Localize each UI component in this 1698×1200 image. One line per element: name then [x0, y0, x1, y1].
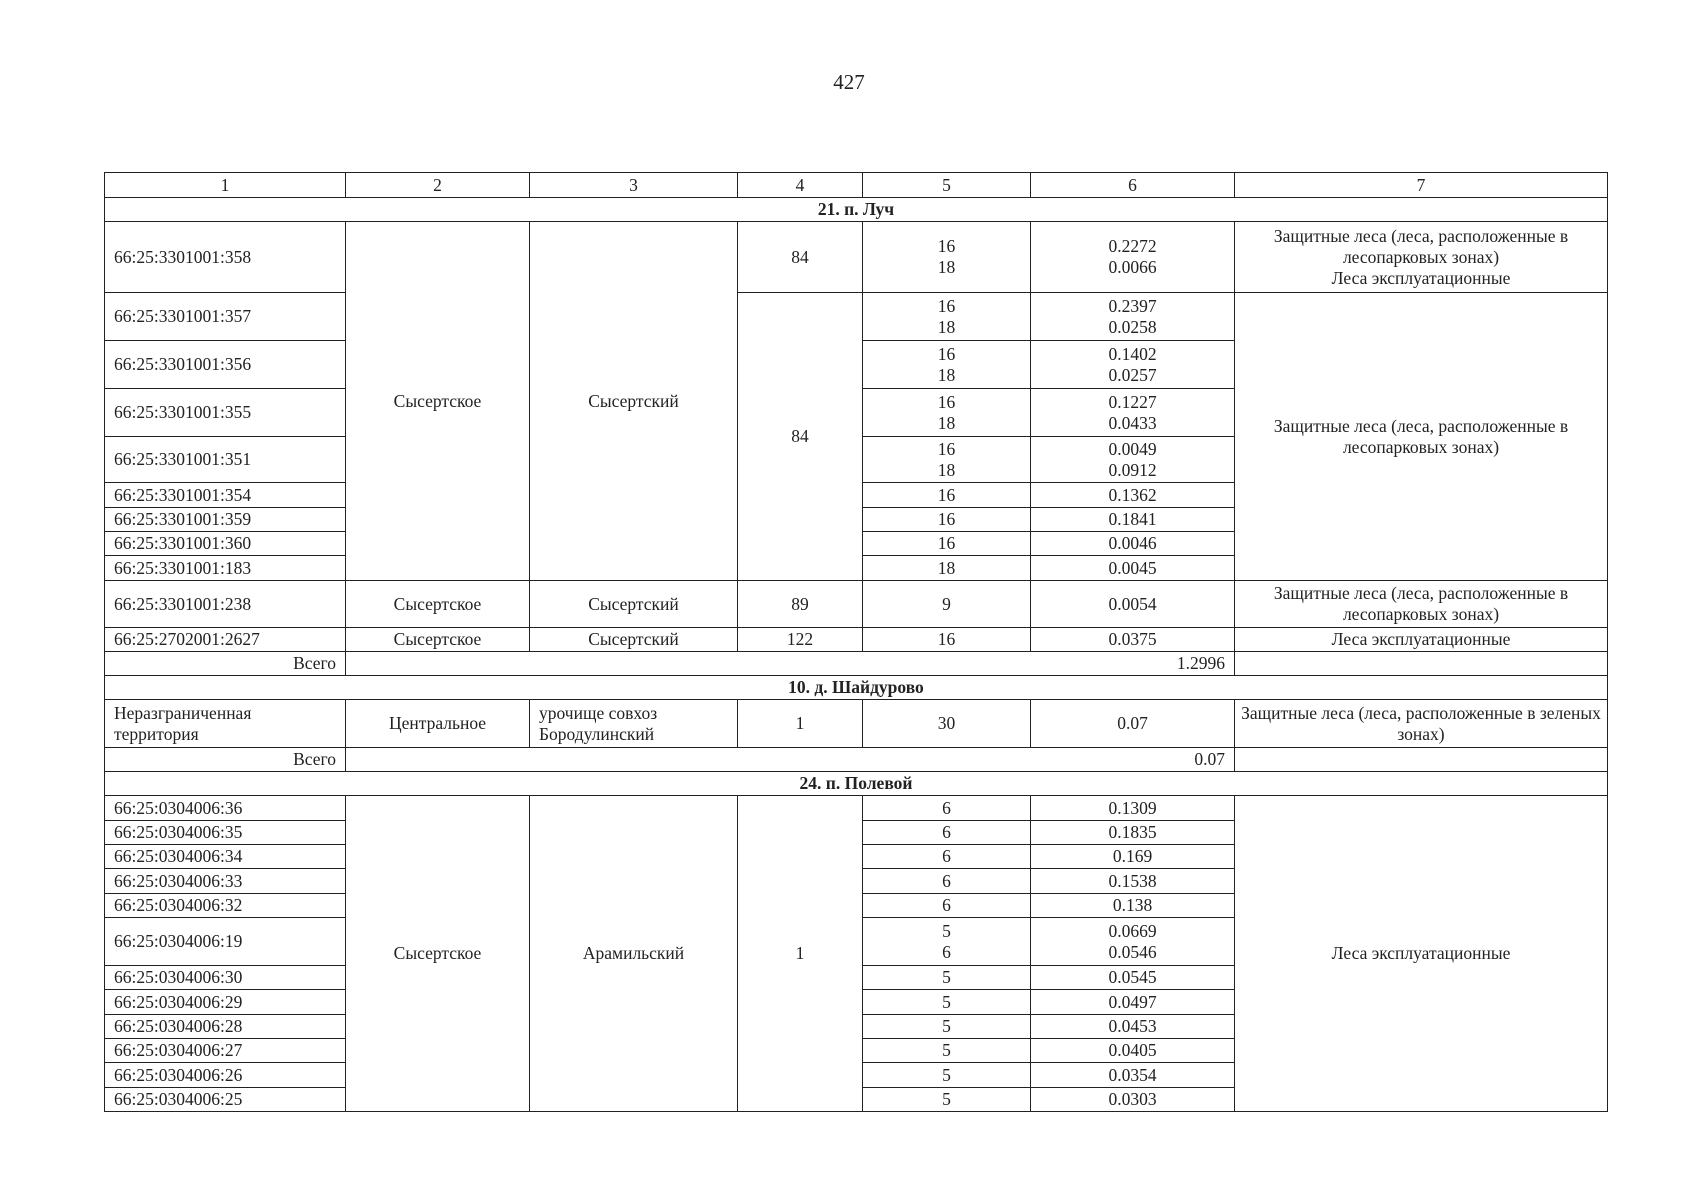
quarter-cell-text: 16 18 — [937, 391, 956, 433]
cadastral-number-text: 66:25:0304006:19 — [114, 931, 243, 951]
block-cell — [737, 221, 863, 293]
cadastral-number-text: 66:25:0304006:28 — [114, 1016, 243, 1036]
quarter-cell-text: 5 — [942, 1016, 951, 1036]
cadastral-number — [104, 893, 346, 918]
quarter-cell — [862, 868, 1031, 894]
area-cell — [1030, 388, 1235, 437]
cadastral-number — [104, 627, 346, 652]
area-cell-text: 0.1835 — [1108, 822, 1157, 842]
quarter-cell-text: 5 6 — [942, 920, 951, 962]
cadastral-number-text: 66:25:0304006:26 — [114, 1064, 243, 1085]
total-value — [345, 651, 1235, 676]
area-cell-text: 0.0375 — [1108, 629, 1157, 649]
quarter-cell — [862, 844, 1031, 869]
district-forestry-cell-text: Сысертский — [588, 629, 679, 649]
quarter-cell-text: 9 — [942, 593, 951, 614]
total-value-text: 0.07 — [1194, 749, 1225, 769]
column-number-header — [529, 172, 738, 198]
cadastral-number-text: Неразграниченная территория — [114, 702, 252, 744]
quarter-cell — [862, 436, 1031, 483]
quarter-cell — [862, 820, 1031, 845]
cadastral-number — [104, 388, 346, 437]
cadastral-number — [104, 1062, 346, 1088]
district-forestry-cell — [529, 221, 738, 581]
column-number-header — [345, 172, 530, 198]
area-cell-text: 0.1402 0.0257 — [1108, 343, 1157, 385]
section-title — [104, 197, 1608, 222]
block-cell — [737, 292, 863, 581]
block-cell-text: 1 — [795, 943, 805, 963]
area-cell-text: 0.2397 0.0258 — [1108, 295, 1157, 337]
forestry-cell-text: Сысертское — [393, 593, 482, 614]
cadastral-number — [104, 436, 346, 483]
area-cell — [1030, 436, 1235, 483]
area-cell — [1030, 868, 1235, 894]
area-cell-text: 0.07 — [1117, 713, 1148, 733]
cadastral-number-text: 66:25:0304006:30 — [114, 967, 243, 987]
area-cell-text: 0.138 — [1112, 895, 1153, 915]
quarter-cell — [862, 221, 1031, 293]
column-number-header — [862, 172, 1031, 198]
forestry-cell — [345, 580, 530, 628]
forest-category-cell — [1234, 221, 1608, 293]
column-number-header — [737, 172, 863, 198]
column-number-header-text: 6 — [1128, 174, 1137, 195]
area-cell-text: 0.0497 — [1108, 991, 1157, 1012]
column-number-header — [1030, 172, 1235, 198]
area-cell — [1030, 1062, 1235, 1088]
area-cell — [1030, 507, 1235, 532]
column-number-header-text: 4 — [795, 174, 805, 195]
area-cell — [1030, 531, 1235, 556]
area-cell — [1030, 989, 1235, 1015]
block-cell-text: 89 — [791, 593, 809, 614]
forest-category-cell — [1234, 627, 1608, 652]
quarter-cell — [862, 965, 1031, 990]
cadastral-number — [104, 1038, 346, 1063]
area-cell — [1030, 580, 1235, 628]
area-cell-text: 0.0303 — [1108, 1089, 1157, 1109]
quarter-cell-text: 6 — [942, 870, 951, 891]
quarter-cell-text: 16 18 — [937, 343, 956, 385]
cadastral-number-text: 66:25:3301001:238 — [114, 593, 252, 614]
total-label-text: Всего — [293, 749, 336, 769]
forest-category-cell — [1234, 580, 1608, 628]
cadastral-number — [104, 989, 346, 1015]
forest-category-cell-text: Защитные леса (леса, расположенные в зеленых зонах) — [1241, 702, 1601, 744]
area-cell-text: 0.0354 — [1108, 1064, 1157, 1085]
cadastral-number — [104, 1014, 346, 1039]
quarter-cell-text: 18 — [937, 557, 956, 578]
quarter-cell — [862, 893, 1031, 918]
forestry-cell — [345, 795, 530, 1112]
block-cell — [737, 580, 863, 628]
area-cell-text: 0.1362 — [1108, 484, 1157, 505]
quarter-cell-text: 30 — [937, 713, 956, 733]
cadastral-number — [104, 868, 346, 894]
block-cell — [737, 699, 863, 748]
section-title-text: 10. д. Шайдурово — [788, 677, 924, 697]
cadastral-number — [104, 1087, 346, 1112]
cadastral-number-text: 66:25:3301001:183 — [114, 557, 252, 578]
cadastral-number-text: 66:25:3301001:359 — [114, 509, 252, 529]
quarter-cell — [862, 531, 1031, 556]
forestry-cell — [345, 221, 530, 581]
forest-category-cell — [1234, 795, 1608, 1112]
cadastral-number — [104, 699, 346, 748]
quarter-cell-text: 16 18 — [937, 236, 956, 277]
area-cell — [1030, 820, 1235, 845]
cadastral-number — [104, 340, 346, 389]
cadastral-number-text: 66:25:0304006:35 — [114, 822, 243, 842]
quarter-cell — [862, 388, 1031, 437]
block-cell — [737, 627, 863, 652]
quarter-cell-text: 6 — [942, 797, 951, 818]
area-cell-text: 0.0045 — [1108, 557, 1157, 578]
district-forestry-cell-text: Сысертский — [588, 390, 679, 411]
quarter-cell — [862, 1038, 1031, 1063]
cadastral-number-text: 66:25:3301001:360 — [114, 533, 252, 553]
cadastral-number-text: 66:25:0304006:33 — [114, 870, 243, 891]
column-number-header-text: 1 — [220, 174, 230, 195]
area-cell-text: 0.1841 — [1108, 509, 1157, 529]
quarter-cell — [862, 507, 1031, 532]
cadastral-number — [104, 531, 346, 556]
forestry-cell-text: Сысертское — [393, 629, 482, 649]
cadastral-number — [104, 795, 346, 821]
area-cell — [1030, 221, 1235, 293]
quarter-cell — [862, 580, 1031, 628]
quarter-cell-text: 5 — [942, 991, 951, 1012]
district-forestry-cell — [529, 627, 738, 652]
quarter-cell — [862, 1014, 1031, 1039]
cadastral-number-text: 66:25:3301001:351 — [114, 449, 252, 469]
cadastral-number-text: 66:25:0304006:25 — [114, 1089, 243, 1109]
quarter-cell-text: 16 — [937, 484, 956, 505]
area-cell — [1030, 340, 1235, 389]
area-cell-text: 0.0054 — [1108, 593, 1157, 614]
column-number-header — [1234, 172, 1608, 198]
quarter-cell-text: 16 18 — [937, 438, 956, 480]
cadastral-number — [104, 917, 346, 966]
area-cell — [1030, 965, 1235, 990]
cadastral-number-text: 66:25:2702001:2627 — [114, 629, 260, 649]
quarter-cell — [862, 699, 1031, 748]
area-cell — [1030, 844, 1235, 869]
quarter-cell — [862, 292, 1031, 341]
district-forestry-cell — [529, 699, 738, 748]
area-cell — [1030, 482, 1235, 508]
area-cell-text: 0.0049 0.0912 — [1108, 438, 1157, 480]
block-cell-text: 122 — [786, 629, 814, 649]
quarter-cell-text: 5 — [942, 1040, 951, 1060]
area-cell-text: 0.0046 — [1108, 533, 1157, 553]
quarter-cell — [862, 1062, 1031, 1088]
block-cell-text: 84 — [791, 426, 809, 446]
district-forestry-cell-text: Арамильский — [582, 943, 685, 963]
block-cell-text: 1 — [795, 713, 805, 733]
forest-category-cell-text: Защитные леса (леса, расположенные в лесопарковых зонах) Леса эксплуатационные — [1273, 225, 1569, 288]
district-forestry-cell-text: Сысертский — [588, 593, 679, 614]
section-title-text: 21. п. Луч — [817, 199, 895, 219]
area-cell-text: 0.0405 — [1108, 1040, 1157, 1060]
cadastral-number — [104, 221, 346, 293]
area-cell — [1030, 627, 1235, 652]
quarter-cell-text: 6 — [942, 895, 951, 915]
area-cell-text: 0.2272 0.0066 — [1108, 236, 1157, 277]
quarter-cell-text: 5 — [942, 967, 951, 987]
forestry-cell — [345, 627, 530, 652]
section-title — [104, 675, 1608, 700]
cadastral-number — [104, 844, 346, 869]
area-cell — [1030, 893, 1235, 918]
quarter-cell-text: 6 — [942, 822, 951, 842]
column-number-header — [104, 172, 346, 198]
district-forestry-cell — [529, 795, 738, 1112]
quarter-cell-text: 6 — [942, 846, 951, 866]
quarter-cell — [862, 795, 1031, 821]
cadastral-number-text: 66:25:0304006:29 — [114, 991, 243, 1012]
quarter-cell-text: 5 — [942, 1064, 951, 1085]
area-cell — [1030, 795, 1235, 821]
area-cell-text: 0.0545 — [1108, 967, 1157, 987]
column-number-header-text: 7 — [1416, 174, 1426, 195]
column-number-header-text: 2 — [433, 174, 442, 195]
area-cell — [1030, 917, 1235, 966]
area-cell — [1030, 1014, 1235, 1039]
area-cell-text: 0.169 — [1112, 846, 1153, 866]
cadastral-number — [104, 580, 346, 628]
area-cell-text: 0.0669 0.0546 — [1108, 920, 1157, 962]
cadastral-number — [104, 507, 346, 532]
cadastral-number — [104, 482, 346, 508]
quarter-cell — [862, 482, 1031, 508]
cadastral-number — [104, 820, 346, 845]
cadastral-number-text: 66:25:0304006:32 — [114, 895, 243, 915]
block-cell-text: 84 — [791, 246, 809, 267]
area-cell-text: 0.1227 0.0433 — [1108, 391, 1157, 433]
total-empty-cell — [1234, 747, 1608, 772]
cadastral-number — [104, 555, 346, 581]
quarter-cell — [862, 555, 1031, 581]
total-label-text: Всего — [293, 653, 336, 673]
total-value — [345, 747, 1235, 772]
quarter-cell-text: 16 — [937, 509, 956, 529]
section-title-text: 24. п. Полевой — [799, 773, 913, 793]
district-forestry-cell-text: урочище совхоз Бородулинский — [539, 702, 658, 744]
quarter-cell-text: 5 — [942, 1089, 951, 1109]
quarter-cell — [862, 627, 1031, 652]
total-value-text: 1.2996 — [1176, 653, 1225, 673]
cadastral-number-text: 66:25:3301001:355 — [114, 402, 252, 422]
forestry-cell-text: Сысертское — [393, 943, 482, 963]
forest-category-cell-text: Леса эксплуатационные — [1331, 943, 1511, 963]
cadastral-number-text: 66:25:0304006:27 — [114, 1040, 243, 1060]
column-number-header-text: 3 — [629, 174, 638, 195]
column-number-header-text: 5 — [942, 174, 951, 195]
quarter-cell — [862, 340, 1031, 389]
area-cell — [1030, 1038, 1235, 1063]
block-cell — [737, 795, 863, 1112]
quarter-cell-text: 16 — [937, 533, 956, 553]
area-cell-text: 0.1309 — [1108, 797, 1157, 818]
section-title — [104, 771, 1608, 796]
quarter-cell-text: 16 — [937, 629, 956, 649]
cadastral-number-text: 66:25:3301001:358 — [114, 246, 252, 267]
forest-category-cell-text: Леса эксплуатационные — [1331, 629, 1511, 649]
cadastral-number — [104, 965, 346, 990]
cadastral-number-text: 66:25:3301001:357 — [114, 306, 252, 326]
cadastral-number-text: 66:25:0304006:36 — [114, 797, 243, 818]
district-forestry-cell — [529, 580, 738, 628]
quarter-cell — [862, 917, 1031, 966]
area-cell — [1030, 292, 1235, 341]
area-cell — [1030, 699, 1235, 748]
forest-category-cell — [1234, 699, 1608, 748]
area-cell-text: 0.1538 — [1108, 870, 1157, 891]
cadastral-number-text: 66:25:3301001:356 — [114, 354, 252, 374]
area-cell — [1030, 1087, 1235, 1112]
total-label — [104, 651, 346, 676]
page-number: 427 — [833, 70, 865, 94]
area-cell-text: 0.0453 — [1108, 1016, 1157, 1036]
quarter-cell — [862, 1087, 1031, 1112]
forestry-cell-text: Центральное — [388, 713, 487, 733]
total-empty-cell — [1234, 651, 1608, 676]
cadastral-number-text: 66:25:0304006:34 — [114, 846, 243, 866]
total-label — [104, 747, 346, 772]
forest-category-cell-text: Защитные леса (леса, расположенные в лесопарковых зонах) — [1273, 415, 1569, 457]
forest-category-cell-text: Защитные леса (леса, расположенные в лесопарковых зонах) — [1273, 583, 1569, 624]
cadastral-number — [104, 292, 346, 341]
quarter-cell — [862, 989, 1031, 1015]
cadastral-number-text: 66:25:3301001:354 — [114, 484, 252, 505]
forest-category-cell — [1234, 292, 1608, 581]
area-cell — [1030, 555, 1235, 581]
forestry-cell-text: Сысертское — [393, 390, 482, 411]
forestry-cell — [345, 699, 530, 748]
quarter-cell-text: 16 18 — [937, 295, 956, 337]
